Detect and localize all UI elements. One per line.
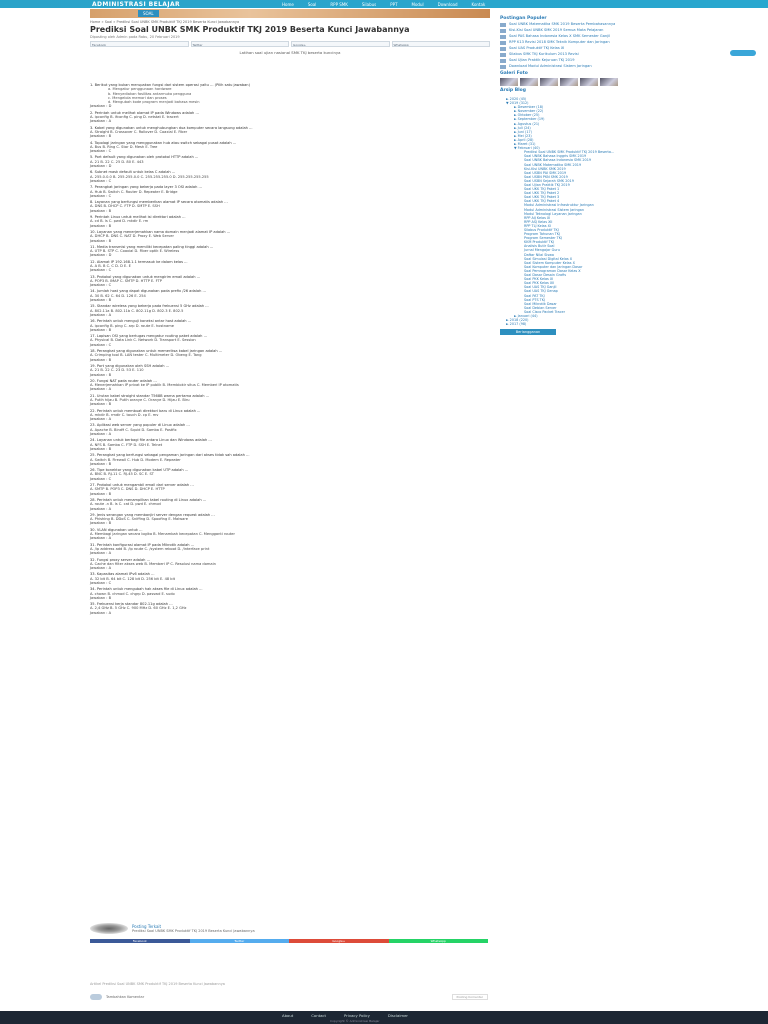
archive-item[interactable]: Modul Teknologi Layanan Jaringan <box>524 211 582 216</box>
popular-item[interactable] <box>500 28 680 33</box>
archive-item[interactable]: ► September (19) <box>514 117 545 122</box>
answer-line: A. Straight B. Crossover C. Rollover D. Coaxial E. Fiber <box>90 129 188 134</box>
popular-item-label: Kisi-Kisi Soal UNBK SMK 2019 Semua Mata Pelajaran <box>509 28 604 32</box>
answer-line: A. route -n B. ls C. cat D. pwd E. chmod <box>90 502 161 507</box>
archive-item[interactable]: RPP TLJ Kelas XI <box>524 223 551 228</box>
author-box <box>90 922 490 940</box>
archive-item[interactable]: Soal Pemrograman Dasar Kelas X <box>524 268 581 273</box>
gallery-thumb[interactable] <box>500 78 518 86</box>
archive-item[interactable]: ► April (28) <box>514 137 534 142</box>
answer-line: A. ipconfig B. ifconfig C. ping D. netstat E. tracert <box>90 115 179 120</box>
archive-item[interactable]: Soal USBN PKN SMK 2019 <box>524 174 568 179</box>
answer-line: A. A B. B C. C D. D E. E <box>90 263 131 268</box>
answer-line: Jawaban : C <box>90 283 112 288</box>
archive-item[interactable]: RPP AIJ Kelas XI <box>524 215 551 220</box>
archive-item[interactable]: ► Agustus (21) <box>514 121 540 126</box>
answer-line: Jawaban : B <box>90 461 112 466</box>
answer-line: A. cd B. ls C. pwd D. mkdir E. rm <box>90 219 149 224</box>
avatar <box>90 923 128 934</box>
popular-item-label: Soal UAS Produktif TKJ Kelas XI <box>509 46 565 50</box>
nav-item[interactable]: Modul <box>411 1 424 7</box>
main-column <box>90 19 490 615</box>
breadcrumb: Home » Soal » Prediksi Soal UNBK SMK Produktif TKJ 2019 Beserta Kunci Jawabannya <box>90 20 240 24</box>
question-text: 5. Port default yang digunakan oleh protokol HTTP adalah ... <box>90 155 199 160</box>
archive-item[interactable]: Soal PKK Kelas XII <box>524 281 555 286</box>
gallery-thumb[interactable] <box>580 78 598 86</box>
question-text: 1. Berikut yang bukan merupakan fungsi dari sistem operasi yaitu ... (Pilih satu jawaban) <box>90 83 250 87</box>
answer-line: Jawaban : C <box>90 268 112 273</box>
thumbnail-icon <box>500 47 506 51</box>
banner-tag[interactable]: SOAL <box>138 10 159 17</box>
archive-item[interactable]: ► Maret (31) <box>514 142 536 147</box>
answer-line: Jawaban : C <box>90 193 112 198</box>
answer-line: Jawaban : A <box>90 506 112 511</box>
nav-item[interactable]: RPP SMK <box>330 1 348 7</box>
archive-item[interactable]: Jurnal Mengajar Guru <box>524 248 560 253</box>
answer-line: Jawaban : A <box>90 432 112 437</box>
answer-line: A. 255.0.0.0 B. 255.255.0.0 C. 255.255.255.0 D. 255.255.255.255 <box>90 174 209 179</box>
archive-item[interactable]: ► Oktober (25) <box>514 113 540 118</box>
answer-line: Jawaban : B <box>90 595 112 600</box>
archive-item[interactable]: Soal USBN PAI SMK 2019 <box>524 170 567 175</box>
answer-line: A. 2,4 GHz B. 5 GHz C. 900 MHz D. 60 GHz E. 1,2 GHz <box>90 606 187 611</box>
answer-line: A. 21 B. 22 C. 23 D. 53 E. 110 <box>90 368 144 373</box>
answer-line: Jawaban : B <box>90 446 112 451</box>
archive-item[interactable]: ► November (22) <box>514 109 544 114</box>
archive-item[interactable]: Soal UAS TKJ Genap <box>524 289 558 294</box>
footer-link[interactable]: Disclaimer <box>387 1013 408 1018</box>
share-facebook[interactable]: Facebook <box>90 41 189 47</box>
thumbnail-icon <box>500 53 506 57</box>
option-item: c. Mengelola memori dan proses <box>108 95 167 100</box>
sidebar <box>500 14 680 335</box>
popular-item-label: Soal PAS Bahasa Indonesia Kelas X SMK Semester Ganjil <box>509 34 611 38</box>
floating-button[interactable] <box>730 50 756 56</box>
answer-line: Jawaban : A <box>90 417 112 422</box>
question-text: 12. Alamat IP 192.168.1.1 termasuk ke dalam kelas ... <box>90 259 188 264</box>
archive-item[interactable]: Kisi-Kisi UNBK SMK 2019 <box>524 166 566 171</box>
answer-line: Jawaban : A <box>90 119 112 124</box>
answer-line: Jawaban : B <box>90 134 112 139</box>
comment-label: Tambahkan Komentar <box>106 995 145 999</box>
post-intro: Latihan soal ujian nasional SMK TKJ beserta kuncinya <box>239 50 341 55</box>
footer-link[interactable]: Privacy Policy <box>344 1013 370 1018</box>
answer-line: Jawaban : A <box>90 387 112 392</box>
post-title: Prediksi Soal UNBK SMK Produktif TKJ 2019 Beserta Kunci Jawabannya <box>90 25 410 34</box>
archive-item[interactable]: Soal UKK TKJ Paket 3 <box>524 195 560 200</box>
archive-item[interactable]: Program Semester TKJ <box>524 236 562 241</box>
share-twitter[interactable]: Twitter <box>191 41 290 47</box>
share-google[interactable]: Google+ <box>291 41 390 47</box>
archive-item[interactable]: Modul Administrasi Sistem Jaringan <box>524 207 585 212</box>
answer-line: Jawaban : C <box>90 342 112 347</box>
question-text: 23. Aplikasi web server yang populer di Linux adalah ... <box>90 423 190 428</box>
archive-list <box>500 97 680 326</box>
question-text: 17. Lapisan OSI yang bertugas mengatur routing paket adalah ... <box>90 334 208 339</box>
question-text: 25. Perangkat yang berfungsi sebagai pengaman jaringan dari akses tidak sah adalah ... <box>90 453 250 458</box>
question-text: 21. Urutan kabel straight standar T568B warna pertama adalah ... <box>90 393 210 398</box>
share-bar <box>90 41 490 47</box>
question-text: 8. Layanan yang berfungsi memberikan alamat IP secara otomatis adalah ... <box>90 200 228 205</box>
comment-avatar <box>90 994 102 1000</box>
popular-list <box>500 22 680 69</box>
archive-item[interactable]: KKM Produktif TKJ <box>524 240 554 245</box>
archive-item[interactable]: ► Januari (44) <box>514 313 538 318</box>
post-content <box>90 83 490 615</box>
share-facebook-button[interactable]: Facebook <box>90 939 190 943</box>
post-comment-button[interactable]: Posting Komentar <box>452 994 488 1000</box>
archive-item[interactable]: Soal UAS TKJ Ganjil <box>524 285 557 290</box>
question-text: 13. Protokol yang digunakan untuk mengirim email adalah ... <box>90 274 201 279</box>
answer-line: A. Apache B. Bind9 C. Squid D. Samba E. Postfix <box>90 427 177 432</box>
answer-line: A. Putih hijau B. Putih oranye C. Oranye D. Hijau E. Biru <box>90 398 190 402</box>
question-text: 15. Standar wireless yang bekerja pada frekuensi 5 GHz adalah ... <box>90 304 209 309</box>
answer-line: A. SMTP B. POP3 C. DNS D. DHCP E. HTTP <box>90 487 165 492</box>
answer-line: Jawaban : C <box>90 580 112 585</box>
popular-title: Postingan Populer <box>500 16 547 21</box>
answer-line: Jawaban : C <box>90 178 112 183</box>
question-text: 31. Perintah konfigurasi alamat IP pada Mikrotik adalah ... <box>90 542 195 547</box>
question-text: 11. Media transmisi yang memiliki kecepatan paling tinggi adalah ... <box>90 244 214 249</box>
answer-line: A. DHCP B. DNS C. NAT D. Proxy E. Web Server <box>90 234 174 239</box>
answer-line: Jawaban : B <box>90 357 112 362</box>
popular-item[interactable] <box>500 52 680 57</box>
answer-line: A. Menerjemahkan IP privat ke IP publik B. Memblokir situs C. Memberi IP otomatis <box>90 383 239 388</box>
answer-line: A. BNC B. RJ-11 C. RJ-45 D. SC E. ST <box>90 472 154 477</box>
question-text: 6. Subnet mask default untuk kelas C adalah ... <box>90 170 176 175</box>
answer-line: A. UTP B. STP C. Coaxial D. Fiber optik E. Wireless <box>90 249 180 254</box>
answer-line: A. POP3 B. IMAP C. SMTP D. HTTP E. FTP <box>90 278 162 283</box>
answer-line: Jawaban : B <box>90 521 112 526</box>
nav-item[interactable]: PPT <box>390 1 398 7</box>
popular-item-label: Download Modul Administrasi Sistem Jaringan <box>509 64 592 68</box>
thumbnail-icon <box>500 65 506 69</box>
question-text: 35. Frekuensi kerja standar 802.11g adalah ... <box>90 602 173 607</box>
archive-item[interactable]: ► 2017 (98) <box>506 322 527 327</box>
answer-line: A. Physical B. Data Link C. Network D. Transport E. Session <box>90 338 196 343</box>
archive-item[interactable]: Soal UNBK Bahasa Inggris SMK 2019 <box>524 154 587 159</box>
question-text: 7. Perangkat jaringan yang bekerja pada layer 3 OSI adalah ... <box>90 185 202 190</box>
question-text: 22. Perintah untuk membuat direktori baru di Linux adalah ... <box>90 408 201 413</box>
question-text: 29. Jenis serangan yang membanjiri server dengan request adalah ... <box>90 512 215 517</box>
question-text: 9. Perintah Linux untuk melihat isi direktori adalah ... <box>90 215 186 220</box>
answer-line: Jawaban : D <box>90 104 112 109</box>
answer-line: Jawaban : D <box>90 253 112 258</box>
archive-item[interactable]: Silabus Produktif TKJ <box>524 228 559 232</box>
archive-item[interactable]: ► Desember (18) <box>514 105 544 110</box>
archive-item[interactable]: Soal Ujian Praktik TKJ 2019 <box>524 182 570 187</box>
answer-line: Jawaban : A <box>90 610 112 615</box>
share-whatsapp[interactable]: WhatsApp <box>392 41 491 47</box>
answer-line: Jawaban : B <box>90 491 112 496</box>
share-buttons <box>90 939 488 943</box>
archive-item[interactable]: ► 2020 (45) <box>506 97 527 101</box>
archive-item[interactable]: Soal UNBK Matematika SMK 2019 <box>524 162 582 167</box>
answer-line: A. Cache dan filter akses web B. Memberi IP C. Resolusi nama domain <box>90 561 216 566</box>
archive-item[interactable]: ► Juni (17) <box>514 129 532 134</box>
archive-item[interactable]: ► Mei (23) <box>514 133 532 138</box>
question-text: 16. Perintah untuk menguji koneksi antar host adalah ... <box>90 319 192 324</box>
question-text: 26. Tipe konektor yang digunakan kabel UTP adalah ... <box>90 468 189 473</box>
answer-line: A. 21 B. 22 C. 25 D. 80 E. 443 <box>90 159 144 164</box>
archive-item[interactable]: Soal PAT TKJ <box>524 293 545 298</box>
answer-line: Jawaban : C <box>90 476 112 481</box>
answer-line: A. Bus B. Ring C. Star D. Mesh E. Tree <box>90 144 158 149</box>
question-text: 30. VLAN digunakan untuk ... <box>90 527 143 532</box>
answer-line: Jawaban : B <box>90 372 112 377</box>
share-twitter-button[interactable]: Twitter <box>190 939 290 943</box>
answer-line: A. 30 B. 62 C. 64 D. 126 E. 254 <box>90 293 146 298</box>
answer-line: Jawaban : C <box>90 149 112 154</box>
answer-line: Jawaban : D <box>90 164 112 169</box>
popular-item-label: Silabus SMK TKJ Kurikulum 2013 Revisi <box>509 52 579 56</box>
question-text: 3. Kabel yang digunakan untuk menghubungkan dua komputer secara langsung adalah ... <box>90 125 253 130</box>
question-text: 27. Protokol untuk mengambil email dari server adalah ... <box>90 483 194 488</box>
archive-item[interactable]: Soal USBN Sejarah SMK 2019 <box>524 178 574 183</box>
answer-line: A. mkdir B. rmdir C. touch D. cp E. mv <box>90 412 159 417</box>
archive-item[interactable]: ▼ 2019 (312) <box>506 101 529 106</box>
archive-item[interactable]: ▼ Februari (40) <box>514 146 540 151</box>
popular-item[interactable] <box>500 64 680 69</box>
archive-item[interactable]: Daftar Nilai Siswa <box>524 252 554 257</box>
answer-line: Jawaban : B <box>90 327 112 332</box>
archive-item[interactable]: ► 2018 (220) <box>506 318 529 323</box>
question-text: 10. Layanan yang menerjemahkan nama domain menjadi alamat IP adalah ... <box>90 229 231 234</box>
gallery-thumb[interactable] <box>600 78 618 86</box>
question-text: 2. Perintah untuk melihat alamat IP pada Windows adalah ... <box>90 110 199 115</box>
popular-item[interactable] <box>500 22 680 27</box>
header-banner <box>90 9 490 18</box>
share-whatsapp-button[interactable]: WhatsApp <box>389 939 489 943</box>
archive-item[interactable]: ► Juli (24) <box>514 125 531 130</box>
nav-item[interactable]: Soal <box>307 1 317 7</box>
question-text: 14. Jumlah host yang dapat digunakan pada prefix /26 adalah ... <box>90 289 206 294</box>
answer-line: Jawaban : A <box>90 566 112 571</box>
answer-line: Jawaban : B <box>90 402 112 407</box>
share-google-button[interactable]: Google+ <box>289 939 389 943</box>
thumbnail-icon <box>500 41 506 45</box>
answer-line: Jawaban : A <box>90 312 112 317</box>
archive-item[interactable]: Soal UKK TKJ Paket 4 <box>524 199 560 204</box>
thumbnail-icon <box>500 59 506 63</box>
question-text: 19. Port yang digunakan oleh SSH adalah ... <box>90 363 170 368</box>
footer-link[interactable]: About <box>282 1013 294 1018</box>
post-footer: Artikel Prediksi Soal UNBK SMK Produktif TKJ 2019 Beserta Kunci Jawabannya <box>90 982 225 986</box>
archive-item[interactable]: RPP ASJ Kelas XII <box>524 219 553 224</box>
answer-line: Jawaban : B <box>90 238 112 243</box>
popular-item[interactable] <box>500 46 680 51</box>
archive-title: Arsip Blog <box>500 88 526 93</box>
popular-item[interactable] <box>500 40 680 45</box>
archive-item[interactable]: Soal Cisco Packet Tracer <box>524 309 565 314</box>
archive-item[interactable]: Soal UKK TKJ Paket 2 <box>524 191 560 196</box>
gallery-thumb[interactable] <box>540 78 558 86</box>
gallery-thumbs <box>500 78 680 86</box>
archive-item[interactable]: Soal Komputer dan Jaringan Dasar <box>524 264 583 269</box>
archive-item[interactable]: Soal Mikrotik Dasar <box>524 301 557 306</box>
question-text: 34. Perintah untuk mengubah hak akses file di Linux adalah ... <box>90 587 203 592</box>
archive-item[interactable]: Soal PKK Kelas XI <box>524 277 554 282</box>
answer-line: Jawaban : B <box>90 298 112 303</box>
answer-line: A. NFS B. Samba C. FTP D. SSH E. Telnet <box>90 442 163 447</box>
answer-line: A. /ip address add B. /ip route C. /system reboot D. /interface print <box>90 546 210 551</box>
nav-item[interactable]: Download <box>437 1 458 7</box>
site-brand[interactable]: ADMINISTRASI BELAJAR <box>92 0 181 8</box>
question-text: 20. Fungsi NAT pada router adalah ... <box>90 378 157 383</box>
question-text: 33. Kapasitas alamat IPv6 adalah ... <box>90 572 155 577</box>
archive-item[interactable]: Program Tahunan TKJ <box>524 232 561 237</box>
popular-item-label: Soal Ujian Praktik Kejuruan TKJ 2019 <box>509 58 575 62</box>
footer <box>0 1011 768 1024</box>
popular-item[interactable] <box>500 34 680 39</box>
nav-item[interactable]: Kontak <box>471 1 486 7</box>
answer-line: A. 802.11a B. 802.11b C. 802.11g D. 802.3 E. 802.5 <box>90 308 184 313</box>
answer-line: A. ipconfig B. ping C. arp D. route E. hostname <box>90 323 174 328</box>
thumbnail-icon <box>500 35 506 39</box>
thumbnail-icon <box>500 23 506 27</box>
nav-item[interactable]: Home <box>282 1 294 7</box>
popular-item-label: RPP K13 Revisi 2018 SMK Teknik Komputer dan Jaringan <box>509 40 610 44</box>
copyright: Copyright © Administrasi Belajar <box>330 1019 380 1023</box>
option-item: b. Menyediakan fasilitas antarmuka pengguna <box>108 91 192 96</box>
answer-line: A. Switch B. Firewall C. Hub D. Modem E. Repeater <box>90 457 181 462</box>
archive-item[interactable]: Soal Sistem Komputer Kelas X <box>524 260 575 265</box>
answer-line: A. DNS B. DHCP C. FTP D. SMTP E. SSH <box>90 204 160 209</box>
archive-item[interactable]: Analisis Butir Soal <box>524 244 555 249</box>
question-text: 32. Fungsi proxy server adalah ... <box>90 557 150 562</box>
archive-item[interactable]: Soal Debian Server <box>524 305 557 310</box>
answer-line: A. 32 bit B. 64 bit C. 128 bit D. 256 bit E. 48 bit <box>90 576 175 581</box>
thumbnail-icon <box>500 29 506 33</box>
author-name[interactable]: Posting Terkait <box>132 924 162 929</box>
question-text: 28. Perintah untuk menampilkan tabel routing di Linux adalah ... <box>90 497 207 502</box>
subscribe-button[interactable]: Berlangganan <box>500 329 556 335</box>
question-text: 24. Layanan untuk berbagi file antara Linux dan Windows adalah ... <box>90 438 212 443</box>
archive-item[interactable]: Prediksi Soal UNBK SMK Produktif TKJ 2019 Beserta... <box>524 150 615 155</box>
answer-line: Jawaban : A <box>90 551 112 556</box>
archive-item[interactable]: Soal Simulasi Digital Kelas X <box>524 256 573 261</box>
gallery-thumb[interactable] <box>560 78 578 86</box>
archive-item[interactable]: Soal Dasar Desain Grafis <box>524 273 567 278</box>
question-text: 18. Perangkat yang digunakan untuk memeriksa kabel jaringan adalah ... <box>90 349 223 354</box>
popular-item[interactable] <box>500 58 680 63</box>
answer-line: A. Hub B. Switch C. Router D. Repeater E. Bridge <box>90 189 178 194</box>
footer-link[interactable]: Contact <box>311 1013 327 1018</box>
answer-line: A. Crimping tool B. LAN tester C. Multimeter D. Obeng E. Tang <box>90 353 202 358</box>
answer-line: A. chown B. chmod C. chgrp D. passwd E. sudo <box>90 591 175 596</box>
nav-item[interactable]: Silabus <box>361 1 377 7</box>
gallery-title: Galeri Foto <box>500 71 528 76</box>
answer-line: Jawaban : B <box>90 223 112 228</box>
popular-item-label: Soal UNBK Matematika SMK 2019 Beserta Pembahasannya <box>509 22 616 26</box>
comment-section <box>90 994 490 1000</box>
gallery-thumb[interactable] <box>520 78 538 86</box>
archive-item[interactable]: Modul Administrasi Infrastruktur Jaringan <box>524 203 594 208</box>
question-text: 4. Topologi jaringan yang menggunakan hub atau switch sebagai pusat adalah ... <box>90 140 237 145</box>
answer-line: A. Phishing B. DDoS C. Sniffing D. Spoofing E. Malware <box>90 517 188 522</box>
post-meta: Diposting oleh Admin pada Rabu, 20 Februari 2019 <box>90 35 180 39</box>
option-item: d. Mengubah kode program menjadi bahasa mesin <box>108 100 200 105</box>
archive-item[interactable]: Soal UKK TKJ Paket 1 <box>524 187 560 192</box>
archive-item[interactable]: Soal UNBK Bahasa Indonesia SMK 2019 <box>524 158 592 163</box>
author-desc: Prediksi Soal UNBK SMK Produktif TKJ 2019 Beserta Kunci Jawabannya <box>132 929 255 933</box>
archive-item[interactable]: Soal PTS TKJ <box>524 297 545 302</box>
option-item: a. Mengatur penggunaan hardware <box>108 87 172 92</box>
answer-line: Jawaban : B <box>90 208 112 213</box>
answer-line: Jawaban : A <box>90 536 112 541</box>
answer-line: A. Membagi jaringan secara logika B. Menambah kecepatan C. Mengganti router <box>90 532 235 537</box>
top-navbar <box>0 0 768 8</box>
